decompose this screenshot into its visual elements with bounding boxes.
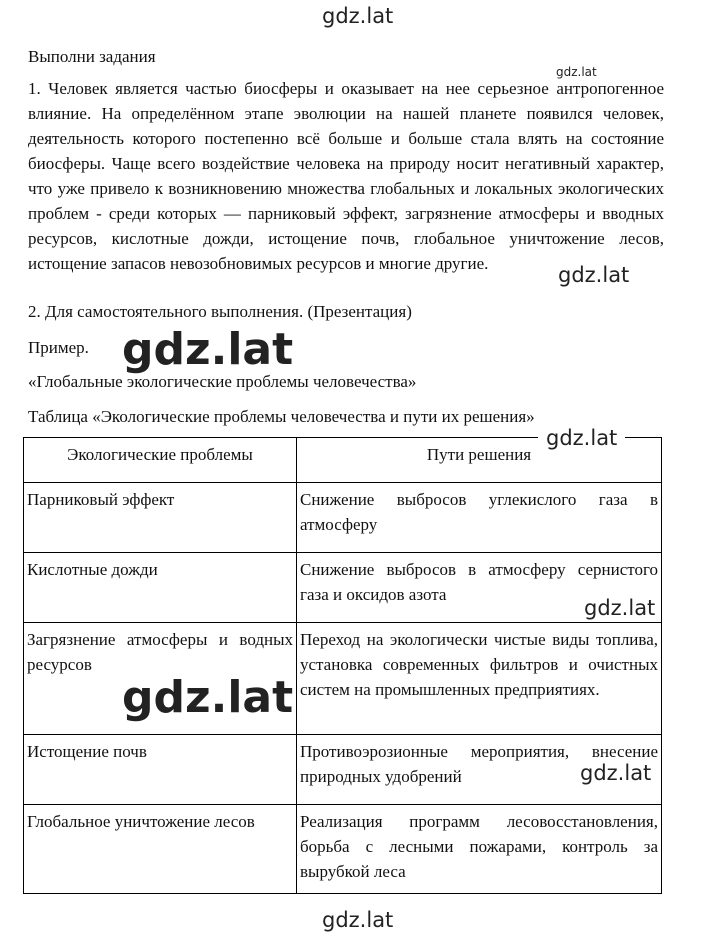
task-heading: Выполни задания [28,47,156,66]
problem-cell: Кислотные дожди [24,553,297,623]
solution-cell: Снижение выбросов в атмосферу сернистого газа и оксидов азота [297,553,662,623]
table-row [24,483,662,553]
table-caption: Таблица «Экологические проблемы человечества и пути их решения» [28,407,535,426]
watermark: gdz.lat [322,908,394,932]
watermark: gdz.lat [580,761,652,785]
table-row [24,553,662,623]
eco-problems-table [23,437,662,894]
solution-cell: Снижение выбросов углекислого газа в атмосферу [297,483,662,553]
solution-cell: Противоэрозионные мероприятия, внесение природных удобрений [297,735,662,805]
example-label: Пример. [28,338,89,357]
watermark: gdz.lat [538,428,625,449]
problem-cell: Истощение почв [24,735,297,805]
watermark: gdz.lat [556,65,597,79]
header-problems: Экологические проблемы [24,438,297,483]
table-row [24,805,662,894]
watermark: gdz.lat [558,263,630,287]
watermark: gdz.lat [122,324,294,375]
problem-cell: Глобальное уничтожение лесов [24,805,297,894]
task-2-label: 2. Для самостоятельного выполнения. (Презентация) [28,302,412,321]
presentation-title: «Глобальные экологические проблемы человечества» [28,372,417,391]
watermark: gdz.lat [578,598,661,619]
watermark: gdz.lat [322,4,394,28]
watermark: gdz.lat [122,672,294,723]
table-row [24,735,662,805]
task-1-answer: 1. Человек является частью биосферы и оказывает на нее серьезное антропогенное влияние. На определённом этапе эволюции на нашей планете появился человек, деятельность которого постепенно всё больше и больше стала влять на состояние биосферы. Чаще всего воздействие человека на природу носит негативный характер, что уже привело к возникновению множества глобальных и локальных экологических проблем - среди которых — парниковый эффект, загрязнение атмосферы и вводных ресурсов, кислотные дожди, истощение почв, глобальное уничтожение лесов, истощение запасов невозобновимых ресурсов и многие другие. [28,79,664,273]
header-solutions: Пути решения [297,438,662,483]
problem-cell: Парниковый эффект [24,483,297,553]
solution-cell: Реализация программ лесовосстановления, борьба с лесными пожарами, контроль за вырубкой леса [297,805,662,894]
solution-cell: Переход на экологически чистые виды топлива, установка современных фильтров и очистных систем на промышленных предприятиях. [297,623,662,735]
problem-cell: Загрязнение атмосферы и водных ресурсов [24,623,297,735]
table-row [24,623,662,735]
